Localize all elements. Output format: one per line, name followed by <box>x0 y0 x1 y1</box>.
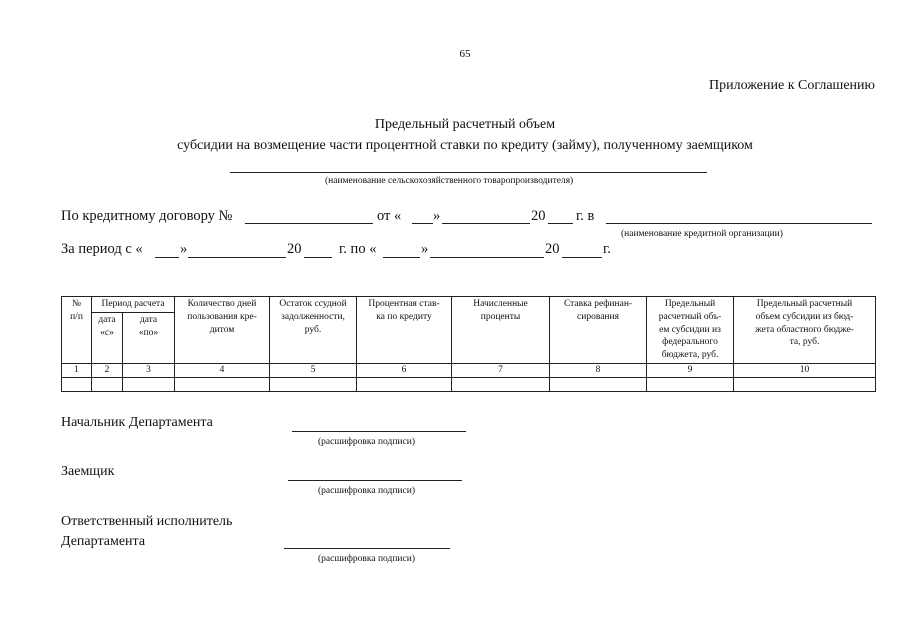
period-to-day-field[interactable] <box>383 257 420 258</box>
borrower-label: Заемщик <box>61 464 115 479</box>
table-cell[interactable] <box>734 377 876 391</box>
table-cell[interactable] <box>647 377 734 391</box>
column-number: 7 <box>452 364 550 378</box>
table-cell[interactable] <box>92 377 123 391</box>
agreement-year-field[interactable] <box>548 223 573 224</box>
period-to-year-field[interactable] <box>562 257 602 258</box>
column-number: 4 <box>175 364 270 378</box>
header-interest-rate: Процентная став- ка по кредиту <box>357 297 452 364</box>
appendix-label: Приложение к Соглашению <box>709 78 875 93</box>
credit-agreement-label: По кредитному договору № <box>61 208 233 224</box>
period-to-year-prefix: 20 <box>545 241 560 257</box>
table-cell[interactable] <box>550 377 647 391</box>
header-calculation-period: Период расчета <box>92 297 175 313</box>
table-cell[interactable] <box>175 377 270 391</box>
period-to-close: » <box>421 241 429 257</box>
table-cell[interactable] <box>270 377 357 391</box>
page-number: 65 <box>459 48 471 60</box>
period-from-close: » <box>180 241 188 257</box>
agreement-month-field[interactable] <box>442 223 530 224</box>
head-signature-line[interactable] <box>292 431 466 432</box>
document-title: Предельный расчетный объем <box>374 117 556 132</box>
table-cell[interactable] <box>357 377 452 391</box>
column-number: 5 <box>270 364 357 378</box>
table-cell[interactable] <box>62 377 92 391</box>
subsidy-calculation-table <box>61 296 876 392</box>
column-number: 9 <box>647 364 734 378</box>
executor-label: Ответственный исполнитель <box>61 514 233 529</box>
period-end: г. <box>603 241 611 257</box>
column-number: 6 <box>357 364 452 378</box>
producer-name-line <box>230 172 707 173</box>
period-from-month-field[interactable] <box>188 257 286 258</box>
borrower-signature-line[interactable] <box>288 480 462 481</box>
column-number: 3 <box>123 364 175 378</box>
agreement-day-field[interactable] <box>412 223 433 224</box>
period-from-day-field[interactable] <box>155 257 179 258</box>
table-cell[interactable] <box>123 377 175 391</box>
document-subtitle: субсидии на возмещение части процентной ставки по кредиту (займу), полученному заемщиком <box>177 138 753 153</box>
period-from-year-field[interactable] <box>304 257 332 258</box>
period-middle: г. по « <box>339 241 377 257</box>
column-number: 1 <box>62 364 92 378</box>
agreement-number-field[interactable] <box>245 223 373 224</box>
header-loan-balance: Остаток ссудной задолженности, руб. <box>270 297 357 364</box>
credit-organization-caption: (наименование кредитной организации) <box>621 229 783 239</box>
table-row <box>62 377 876 391</box>
producer-caption: (наименование сельскохозяйственного товаропроизводителя) <box>325 176 574 186</box>
agreement-year-suffix: г. в <box>576 208 595 224</box>
header-row-number: № п/п <box>62 297 92 364</box>
period-label: За период с « <box>61 241 143 257</box>
borrower-signature-caption: (расшифровка подписи) <box>318 486 415 496</box>
table-row <box>62 364 876 378</box>
head-of-department-label: Начальник Департамента <box>61 415 213 430</box>
period-from-year-prefix: 20 <box>287 241 302 257</box>
column-number: 8 <box>550 364 647 378</box>
column-number: 2 <box>92 364 123 378</box>
header-days-of-use: Количество дней пользования кре- дитом <box>175 297 270 364</box>
header-date-to: дата «по» <box>123 313 175 364</box>
period-to-month-field[interactable] <box>430 257 544 258</box>
executor-signature-line[interactable] <box>284 548 450 549</box>
header-federal-subsidy: Предельный расчетный объ- ем субсидии из федерального бюджета, руб. <box>647 297 734 364</box>
table-cell[interactable] <box>452 377 550 391</box>
agreement-date-open: от « <box>377 208 402 224</box>
column-number: 10 <box>734 364 876 378</box>
agreement-year-prefix: 20 <box>531 208 546 224</box>
header-refinancing-rate: Ставка рефинан- сирования <box>550 297 647 364</box>
header-regional-subsidy: Предельный расчетный объем субсидии из бюд- жета областного бюдже- та, руб. <box>734 297 876 364</box>
header-date-from: дата «с» <box>92 313 123 364</box>
head-signature-caption: (расшифровка подписи) <box>318 437 415 447</box>
agreement-date-close: » <box>433 208 441 224</box>
header-accrued-interest: Начисленные проценты <box>452 297 550 364</box>
executor-signature-caption: (расшифровка подписи) <box>318 554 415 564</box>
credit-organization-field[interactable] <box>606 223 872 224</box>
executor-department-label: Департамента <box>61 534 146 549</box>
